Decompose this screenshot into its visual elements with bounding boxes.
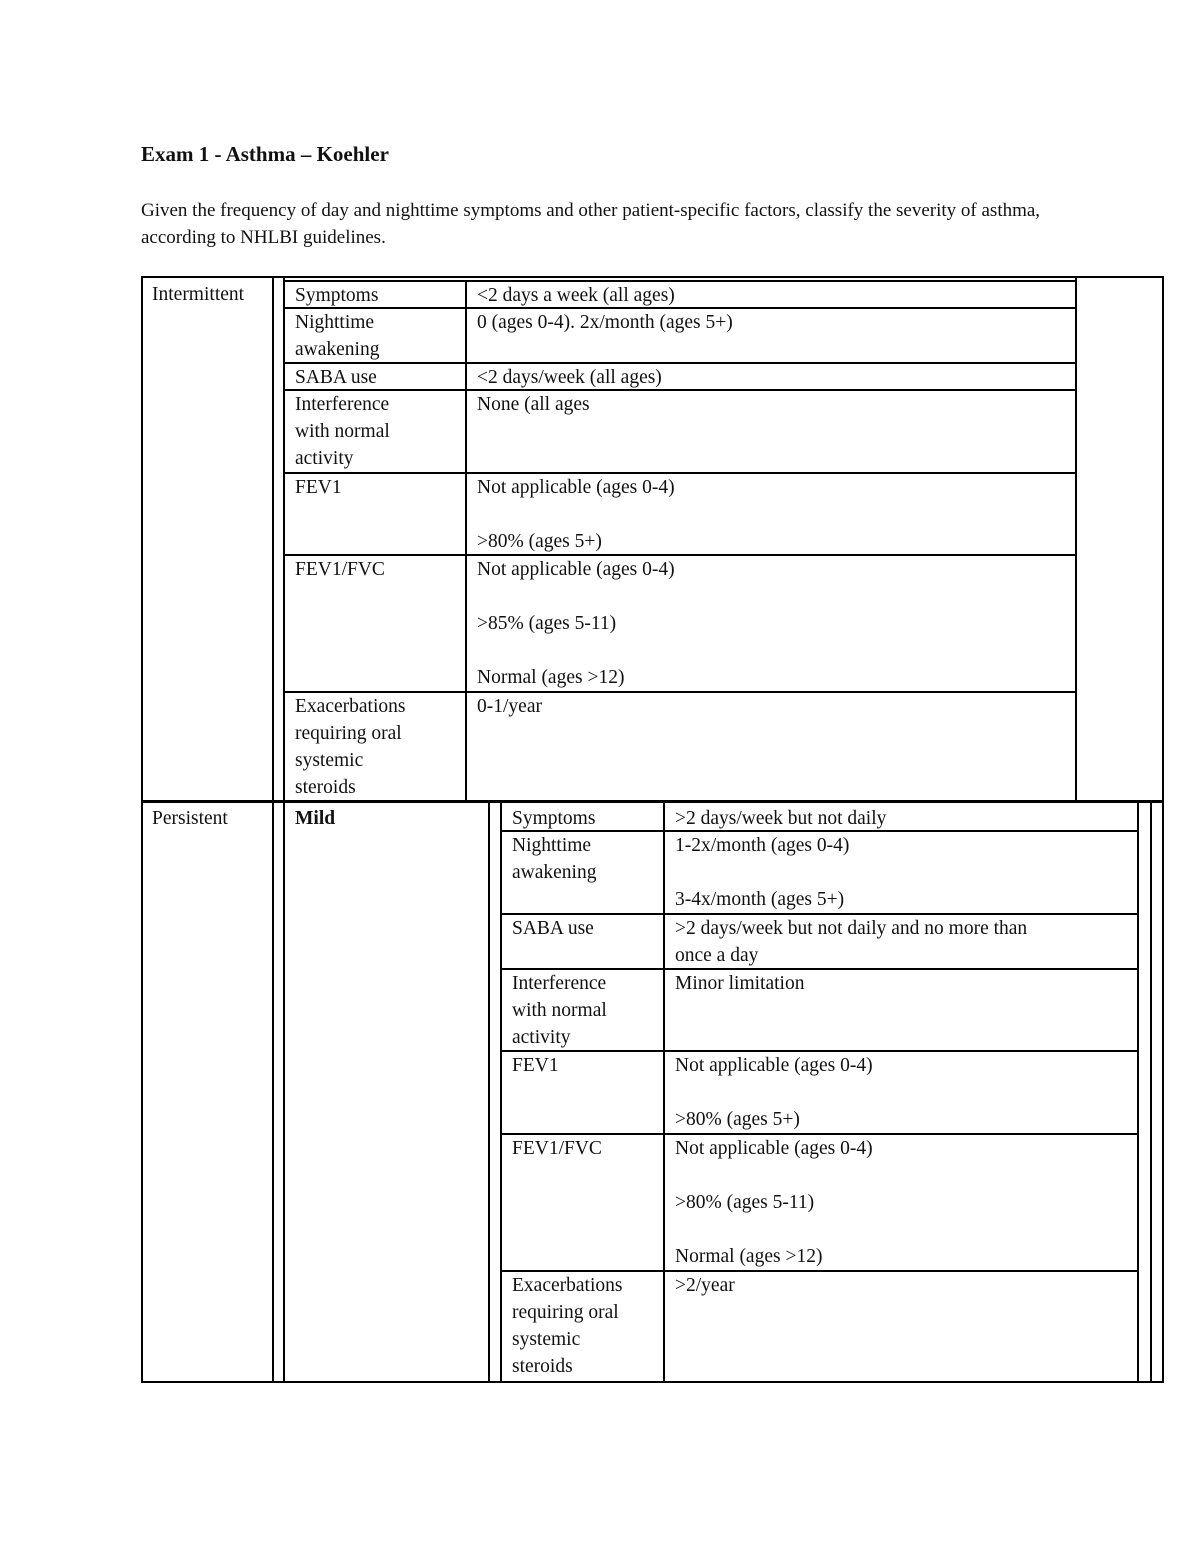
group-label-intermittent: Intermittent <box>152 284 245 305</box>
group-label-persistent: Persistent <box>152 808 228 829</box>
mild-criterion: FEV1/FVC <box>512 1138 602 1159</box>
intermittent-value: <2 days a week (all ages) <box>477 285 675 306</box>
intermittent-value: None (all ages <box>477 394 590 415</box>
mild-right-border-a <box>1137 803 1139 1382</box>
mild-value: >2 days/week but not daily and no more than once a day <box>675 918 1028 966</box>
mild-right-border-b <box>1150 803 1152 1382</box>
mild-value: 1-2x/month (ages 0-4) 3-4x/month (ages 5+) <box>675 835 850 910</box>
mild-criterion: Symptoms <box>512 808 596 829</box>
intermittent-criterion: Exacerbations requiring oral systemic steroids <box>295 696 406 798</box>
mild-criterion: Exacerbations requiring oral systemic steroids <box>512 1275 623 1377</box>
page-title: Exam 1 - Asthma – Koehler <box>141 142 389 166</box>
mild-value: >2/year <box>675 1275 735 1296</box>
intermittent-criterion: Nighttime awakening <box>295 312 380 360</box>
intro-text: Given the frequency of day and nighttime symptoms and other patient-specific factors, classify the severity of asthma, according to NHLBI guidelines. <box>141 200 1041 248</box>
intermittent-criterion: Symptoms <box>295 285 379 306</box>
severity-label-mild: Mild <box>295 808 336 829</box>
intermittent-value: 0 (ages 0-4). 2x/month (ages 5+) <box>477 312 733 333</box>
mild-criterion: FEV1 <box>512 1055 559 1076</box>
mild-value: Minor limitation <box>675 973 805 994</box>
mild-value: >2 days/week but not daily <box>675 808 887 829</box>
mild-left-border-b <box>500 803 502 1382</box>
mild-value: Not applicable (ages 0-4) >80% (ages 5+) <box>675 1055 873 1130</box>
intermittent-criterion: Interference with normal activity <box>295 394 390 469</box>
label-column-border-b <box>283 278 285 1382</box>
intermittent-value: 0-1/year <box>477 696 542 717</box>
intermittent-column-divider <box>465 280 467 801</box>
mild-column-divider <box>663 803 665 1382</box>
mild-criterion: SABA use <box>512 918 594 939</box>
intermittent-value: <2 days/week (all ages) <box>477 367 662 388</box>
mild-criterion: Interference with normal activity <box>512 973 607 1048</box>
intermittent-criterion: FEV1/FVC <box>295 559 385 580</box>
intermittent-right-border <box>1075 278 1077 802</box>
label-column-border-a <box>272 278 274 1382</box>
mild-criterion: Nighttime awakening <box>512 835 597 883</box>
mild-value: Not applicable (ages 0-4) >80% (ages 5-11) Normal (ages >12) <box>675 1138 873 1267</box>
mild-left-border-a <box>488 803 490 1382</box>
intermittent-criterion: SABA use <box>295 367 377 388</box>
intermittent-value: Not applicable (ages 0-4) >85% (ages 5-11) Normal (ages >12) <box>477 559 675 688</box>
intermittent-criterion: FEV1 <box>295 477 342 498</box>
intermittent-value: Not applicable (ages 0-4) >80% (ages 5+) <box>477 477 675 552</box>
